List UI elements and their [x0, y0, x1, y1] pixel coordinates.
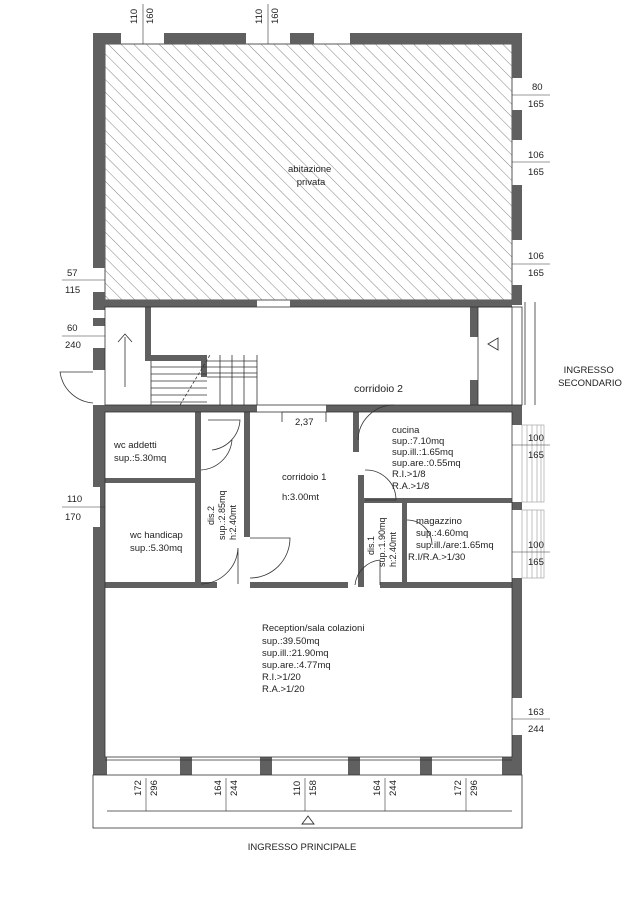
dim-top-2-a: 110: [254, 8, 265, 24]
window-grilles: [522, 425, 544, 578]
dim-reception-b: 244: [528, 724, 544, 735]
wc-addetti-label: wc addetti sup.:5.30mq: [114, 440, 167, 464]
dim-bottom-1-b: 296: [149, 780, 160, 796]
dim-top-1-a: 110: [129, 8, 140, 24]
corridoio-1-label: corridoio 1 h:3.00mt: [282, 472, 327, 503]
dis-1-name: dis.1: [366, 535, 376, 555]
dis-1-height: h:2.40mt: [388, 531, 398, 567]
dim-right-1-b: 165: [528, 99, 544, 110]
dim-cucina-b: 165: [528, 450, 544, 461]
dis-2-area: sup.:2.85mq: [217, 490, 227, 540]
secondary-entry-arrow-icon: [488, 338, 498, 350]
dim-magazzino-a: 100: [528, 540, 544, 551]
wc-handicap-label: wc handicap sup.:5.30mq: [130, 530, 183, 554]
dim-left-3-a: 110: [67, 494, 83, 505]
dis-2-height: h:2.40mt: [228, 504, 238, 540]
dim-bottom-5-b: 296: [469, 780, 480, 796]
dim-right-2-a: 106: [528, 150, 544, 161]
dim-bottom-2-b: 244: [229, 780, 240, 796]
dim-right-2-b: 165: [528, 167, 544, 178]
dim-left-2-b: 240: [65, 340, 81, 351]
dim-door-width: 2,37: [295, 417, 314, 428]
ingresso-principale-label: INGRESSO PRINCIPALE: [247, 842, 357, 853]
magazzino-label: magazzino sup.:4.60mq sup.ill./are:1.65mq R.I/R.A.>1/30: [408, 516, 494, 563]
staircase: [118, 334, 257, 405]
dim-bottom-2-a: 164: [213, 780, 224, 796]
ingresso-secondario-label: INGRESSO SECONDARIO: [558, 365, 622, 389]
dim-left-3-b: 170: [65, 512, 81, 523]
main-entry-arrow-icon: [302, 816, 314, 824]
dim-reception-a: 163: [528, 707, 544, 718]
dim-top-1-b: 160: [145, 8, 156, 24]
dim-left-2-a: 60: [67, 323, 78, 334]
dim-cucina-a: 100: [528, 433, 544, 444]
dim-top-2-b: 160: [270, 8, 281, 24]
dim-bottom-1-a: 172: [133, 780, 144, 796]
dim-right-1-a: 80: [532, 82, 543, 93]
dim-magazzino-b: 165: [528, 557, 544, 568]
dim-bottom-4-b: 244: [388, 780, 399, 796]
dim-bottom-3-b: 158: [308, 780, 319, 796]
dim-bottom-3-a: 110: [292, 780, 303, 796]
corridoio-2-label: corridoio 2: [354, 383, 404, 395]
dim-left-1-b: 115: [65, 285, 81, 296]
dim-left-1-a: 57: [67, 268, 78, 279]
dim-bottom-5-a: 172: [453, 780, 464, 796]
dis-1-area: sup.:1.90mq: [377, 517, 387, 567]
cucina-label: cucina sup.:7.10mq sup.ill.:1.65mq sup.are.:0.55mq R.I.>1/8 R.A.>1/8: [392, 425, 461, 492]
dis-2-name: dis.2: [206, 505, 216, 525]
dim-bottom-4-a: 164: [372, 780, 383, 796]
dim-right-3-a: 106: [528, 251, 544, 262]
abitazione-label: abitazione privata: [288, 164, 332, 188]
reception-label: Reception/sala colazioni sup.:39.50mq sup.ill.:21.90mq sup.are.:4.77mq R.I.>1/20 R.A.>1/20: [262, 623, 365, 695]
dim-right-3-b: 165: [528, 268, 544, 279]
